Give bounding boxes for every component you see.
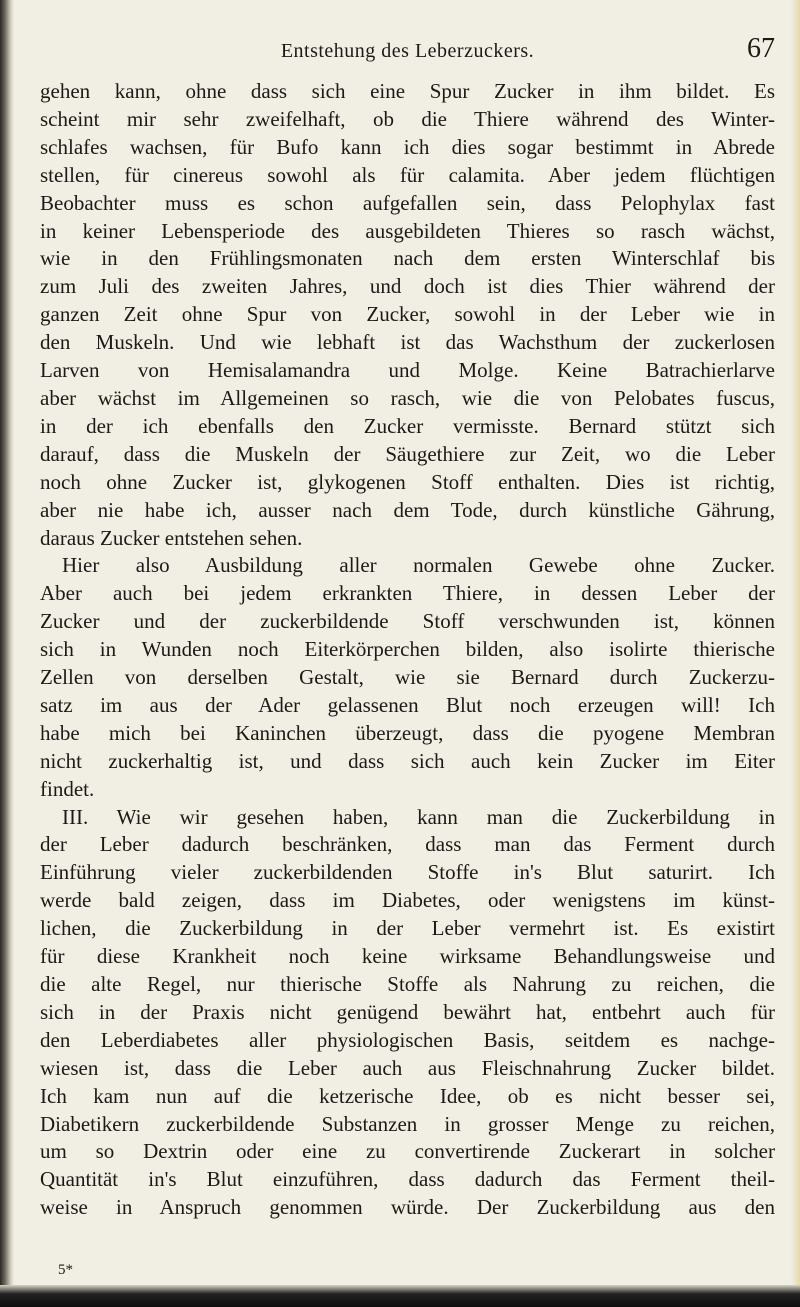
text-line: sich in der Praxis nicht genügend bewährt hat, entbehrt auch für	[40, 999, 775, 1024]
text-line: Beobachter muss es schon aufgefallen sein, dass Pelophylax fast	[40, 190, 775, 215]
text-line: um so Dextrin oder eine zu convertirende Zuckerart in solcher	[40, 1139, 775, 1164]
text-line: Zellen von derselben Gestalt, wie sie Bernard durch Zuckerzu-	[40, 665, 775, 690]
text-line: schlafes wachsen, für Bufo kann ich dies sogar bestimmt in Abrede	[40, 134, 775, 159]
text-line: Larven von Hemisalamandra und Molge. Keine Batrachierlarve	[40, 358, 775, 383]
text-line: habe mich bei Kaninchen überzeugt, dass die pyogene Membran	[40, 720, 775, 745]
text-line: lichen, die Zuckerbildung in der Leber vermehrt ist. Es existirt	[40, 916, 775, 941]
text-line: Einführung vieler zuckerbildenden Stoffe in's Blut saturirt. Ich	[40, 860, 775, 885]
signature-mark: 5*	[58, 1262, 73, 1278]
text-line: darauf, dass die Muskeln der Säugethiere zur Zeit, wo die Leber	[40, 441, 775, 466]
text-line: werde bald zeigen, dass im Diabetes, oder wenigstens im künst-	[40, 888, 775, 913]
text-line: Hier also Ausbildung aller normalen Gewebe ohne Zucker.	[62, 553, 775, 578]
text-line: den Leberdiabetes aller physiologischen Basis, seitdem es nachge-	[40, 1027, 775, 1052]
text-line: die alte Regel, nur thierische Stoffe als Nahrung zu reichen, die	[40, 972, 775, 996]
text-line: wie in den Frühlingsmonaten nach dem ersten Winterschlaf bis	[40, 246, 775, 271]
page-gutter-shadow	[0, 0, 14, 1307]
text-line: nicht zuckerhaltig ist, und dass sich auch kein Zucker im Eiter	[40, 748, 775, 773]
text-line: ganzen Zeit ohne Spur von Zucker, sowohl in der Leber wie in	[40, 302, 775, 327]
scan-bottom-edge	[0, 1285, 800, 1307]
text-line: stellen, für cinereus sowohl als für calamita. Aber jedem flüchtigen	[40, 162, 775, 187]
text-line: findet.	[40, 776, 95, 801]
page-number: 67	[747, 33, 775, 64]
text-line: den Muskeln. Und wie lebhaft ist das Wachsthum der zuckerlosen	[40, 330, 775, 355]
text-line: weise in Anspruch genommen würde. Der Zuckerbildung aus den	[40, 1195, 775, 1220]
text-line: III. Wie wir gesehen haben, kann man die Zuckerbildung in	[62, 804, 775, 829]
text-line: sich in Wunden noch Eiterkörperchen bilden, also isolirte thierische	[40, 637, 775, 662]
text-line: scheint mir sehr zweifelhaft, ob die Thiere während des Winter-	[40, 106, 775, 131]
text-line: gehen kann, ohne dass sich eine Spur Zucker in ihm bildet. Es	[40, 79, 775, 103]
text-line: aber wächst im Allgemeinen so rasch, wie die von Pelobates fuscus,	[40, 385, 775, 410]
text-line: in keiner Lebensperiode des ausgebildeten Thieres so rasch wächst,	[40, 218, 775, 243]
text-line: Quantität in's Blut einzuführen, dass dadurch das Ferment theil-	[40, 1167, 775, 1192]
text-line: Diabetikern zuckerbildende Substanzen in grosser Menge zu reichen,	[40, 1111, 775, 1136]
text-line: wiesen ist, dass die Leber auch aus Fleischnahrung Zucker bildet.	[40, 1055, 775, 1080]
running-head: Entstehung des Leberzuckers.	[280, 40, 535, 62]
text-line: satz im aus der Ader gelassenen Blut noch erzeugen will! Ich	[40, 692, 775, 717]
text-line: aber nie habe ich, ausser nach dem Tode, durch künstliche Gährung,	[40, 497, 775, 522]
text-line: daraus Zucker entstehen sehen.	[40, 525, 303, 550]
page-edge	[791, 0, 800, 1307]
text-line: Aber auch bei jedem erkrankten Thiere, in dessen Leber der	[40, 581, 775, 606]
text-line: zum Juli des zweiten Jahres, und doch ist dies Thier während der	[40, 274, 775, 299]
page-header	[40, 30, 775, 70]
text-line: für diese Krankheit noch keine wirksame Behandlungsweise und	[40, 944, 775, 969]
text-line: noch ohne Zucker ist, glykogenen Stoff enthalten. Dies ist richtig,	[40, 469, 775, 494]
text-line: Zucker und der zuckerbildende Stoff verschwunden ist, können	[40, 609, 775, 634]
text-line: Ich kam nun auf die ketzerische Idee, ob es nicht besser sei,	[40, 1083, 775, 1108]
text-line: der Leber dadurch beschränken, dass man das Ferment durch	[40, 832, 775, 857]
body-text	[40, 78, 775, 1222]
text-line: in der ich ebenfalls den Zucker vermisste. Bernard stützt sich	[40, 413, 775, 438]
